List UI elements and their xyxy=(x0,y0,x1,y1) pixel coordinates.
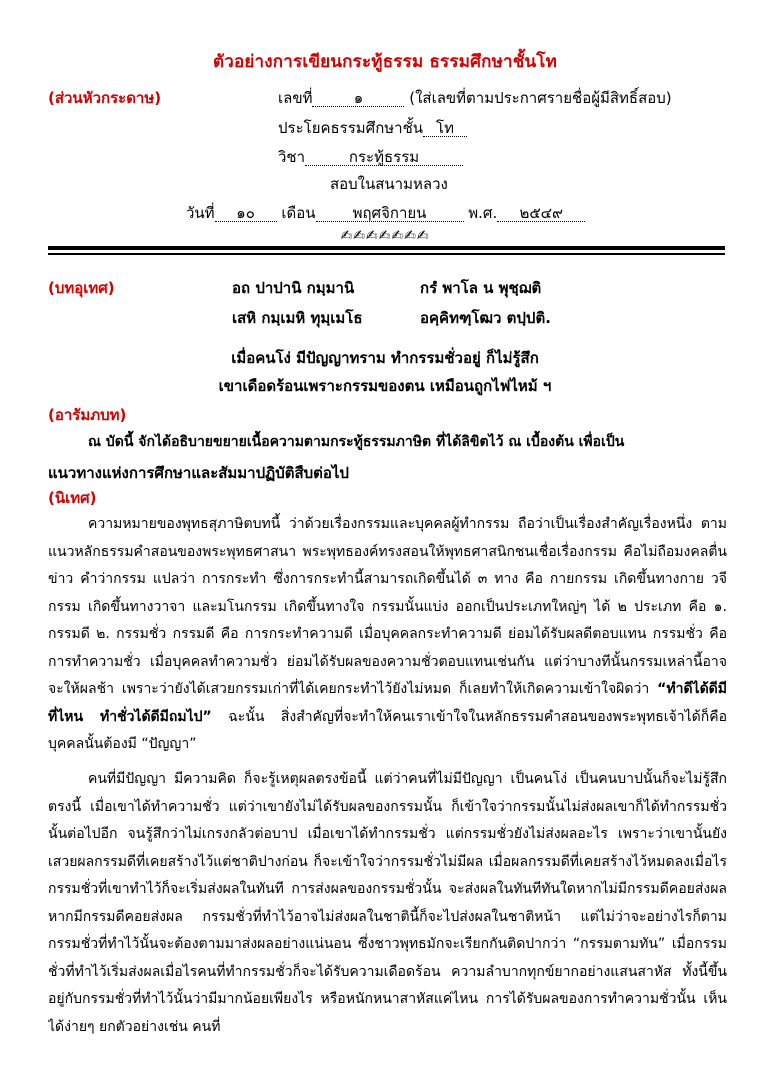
subject-value: กระทู้ธรรม xyxy=(305,149,463,166)
translation-line-1: เมื่อคนโง่ มีปัญญาทราม ทำกรรมชั่วอยู่ ก็ไม่รู้สึก xyxy=(231,349,539,367)
month-value: พฤศจิกายน xyxy=(316,205,464,222)
thick-rule xyxy=(48,246,725,250)
intro-line-1: ณ บัดนี้ จักได้อธิบายขยายเนื้อความตามกระทู้ธรรมภาษิต ที่ได้ลิขิตไว้ ณ เบื้องต้น เพื่อเป็น xyxy=(88,434,625,450)
body-paragraph-2 xyxy=(48,766,727,1084)
exam-number-value: ๑ xyxy=(312,90,404,107)
exam-number-label: เลขที่ xyxy=(278,89,313,107)
thin-rule xyxy=(48,253,725,255)
pali-line-2b: อคฺคิทฑฺโฒว ตปฺปติ. xyxy=(420,309,551,327)
intro-section-label: (อารัมภบท) xyxy=(48,406,127,424)
level-label: ประโยคธรรมศึกษาชั้น xyxy=(278,119,424,137)
pali-line-2a: เสหิ กมฺเมหิ ทุมฺเมโธ xyxy=(232,309,363,327)
paragraph-1-quote: “ทำดีได้ดีมีที่ไหน ทำชั่วได้ดีมีถมไป” xyxy=(48,681,727,725)
paragraph-1-text-b: ฉะนั้น สิ่งสำคัญที่จะทำให้คนเราเข้าใจในหลักธรรมคำสอนของพระพุทธเจ้าได้ก็คือ บุคคลนั้นต้องมี “ปัญญา” xyxy=(48,708,727,752)
pali-line-1b: กรํ พาโล น พุชฺฌติ xyxy=(420,279,542,297)
exam-number-row xyxy=(278,86,672,110)
body-section-label: (นิเทศ) xyxy=(48,489,97,507)
intro-text xyxy=(48,427,725,489)
ornament-divider: ✍✍✍✍✍✍✍ xyxy=(340,228,430,244)
paragraph-2-text: คนที่มีปัญญา มีความคิด ก็จะรู้เหตุผลตรงข้อนี้ แต่ว่าคนที่ไม่มีปัญญา เป็นคนโง่ เป็นคนบาปนั้นก็จะไม่รู้สึกตรงนี้ เมื่อเขาได้ทำความชั่ว แต่ว่าเขายังไม่ได้รับผลของกรรมนั้น ก็เข้าใจว่ากรรมนั้นไม่ส่งผลเขาก็ได้ทำกรรมชั่วนั้นต่อไปอีก จนรู้สึกว่าไม่เกรงกลัวต่อบาป เมื่อเขาได้ทำกรรมชั่ว แต่กรรมชั่วยังไม่ส่งผลอะไร เพราะว่าเขานั้นยังเสวยผลกรรมดีที่เคยสร้างไว้แต่ชาติปางก่อน ก็จะเข้าใจว่ากรรมชั่วไม่มีผล เมื่อผลกรรมดีที่เคยสร้างไว้หมดลงเมื่อไร กรรมชั่วที่เขาทำไว้ก็จะเริ่มส่งผลในทันที การส่งผลของกรรมชั่วนั้น จะส่งผลในทันทีทันใดหากไม่มีกรรมดีคอยส่งผล หากมีกรรมดีคอยส่งผล กรรมชั่วที่ทำไว้อาจไม่ส่งผลในชาตินี้ก็จะไปส่งผลในชาติหน้า แต่ไม่ว่าจะอย่างไรก็ตาม กรรมชั่วที่ทำไว้นั้นจะต้องตามมาส่งผลอย่างแน่นอน ซึ่งชาวพุทธมักจะเรียกกันติดปากว่า “กรรมตามทัน” เมื่อกรรมชั่วที่ทำไว้เริ่มส่งผลเมื่อไรคนที่ทำกรรมชั่วก็จะได้รับความเดือดร้อน ความลำบากทุกข์ยากอย่างแสนสาหัส ทั้งนี้ขึ้นอยู่กับกรรมชั่วที่ทำไว้นั้นว่ามีมากน้อยเพียงไร หรือหนักหนาสาหัสแค่ไหน การได้รับผลของการทำความชั่วนั้น เห็นได้ง่ายๆ ยกตัวอย่างเช่น คนที่ xyxy=(48,771,727,1035)
month-label: เดือน xyxy=(281,204,316,222)
subject-label: วิชา xyxy=(278,148,306,166)
header-section-label: (ส่วนหัวกระดาษ) xyxy=(48,89,162,107)
translation-line-2: เขาเดือดร้อนเพราะกรรมของตน เหมือนถูกไฟไหม้ ฯ xyxy=(218,377,552,395)
level-row xyxy=(278,116,467,140)
date-row xyxy=(186,201,585,225)
motto-section-label: (บทอุเทศ) xyxy=(48,279,115,297)
body-paragraph-1 xyxy=(48,511,727,761)
exam-venue: สอบในสนามหลวง xyxy=(330,175,448,193)
day-label: วันที่ xyxy=(186,204,215,222)
paragraph-1-text-a: ความหมายของพุทธสุภาษิตบทนี้ ว่าด้วยเรื่องกรรมและบุคคลผู้ทำกรรม ถือว่าเป็นเรื่องสำคัญเรื่องหนึ่ง ตามแนวหลักธรรมคำสอนของพระพุทธศาสนา พระพุทธองค์ทรงสอนให้พุทธศาสนิกชนเชื่อเรื่องกรรม คือไม่ถือมงคลตื่นข่าว คำว่ากรรม แปลว่า การกระทำ ซึ่งการกระทำนี้สามารถเกิดขึ้นได้ ๓ ทาง คือ กายกรรม เกิดขึ้นทางกาย วจีกรรม เกิดขึ้นทางวาจา และมโนกรรม เกิดขึ้นทางใจ กรรมนั้นแบ่ง ออกเป็นประเภทใหญ่ๆ ได้ ๒ ประเภท คือ ๑. กรรมดี ๒. กรรมชั่ว กรรมดี คือ การกระทำความดี เมื่อบุคคลกระทำความดี ย่อมได้รับผลดีตอบแทน กรรมชั่ว คือ การทำความชั่ว เมื่อบุคคลทำความชั่ว ย่อมได้รับผลของความชั่วตอบแทนเช่นกัน แต่ว่าบางทีนั้นกรรมเหล่านี้อาจจะให้ผลช้า เพราะว่ายังได้เสวยกรรมเก่าที่ได้เคยกระทำไว้ยังไม่หมด ก็เลยทำให้เกิดความเข้าใจผิดว่า xyxy=(48,516,727,697)
year-label: พ.ศ. xyxy=(468,204,498,222)
year-value: ๒๕๔๙ xyxy=(497,205,585,222)
pali-line-1a: อถ ปาปานิ กมฺมานิ xyxy=(232,279,355,297)
level-value: โท xyxy=(423,120,467,137)
day-value: ๑๐ xyxy=(215,205,277,222)
exam-number-note: (ใส่เลขที่ตามประกาศรายชื่อผู้มีสิทธิ์สอบ) xyxy=(409,89,672,107)
subject-row xyxy=(278,145,463,169)
intro-line-2: แนวทางแห่งการศึกษาและสัมมาปฏิบัติสืบต่อไป xyxy=(48,464,349,482)
document-title: ตัวอย่างการเขียนกระทู้ธรรม ธรรมศึกษาชั้นโท xyxy=(212,52,558,72)
